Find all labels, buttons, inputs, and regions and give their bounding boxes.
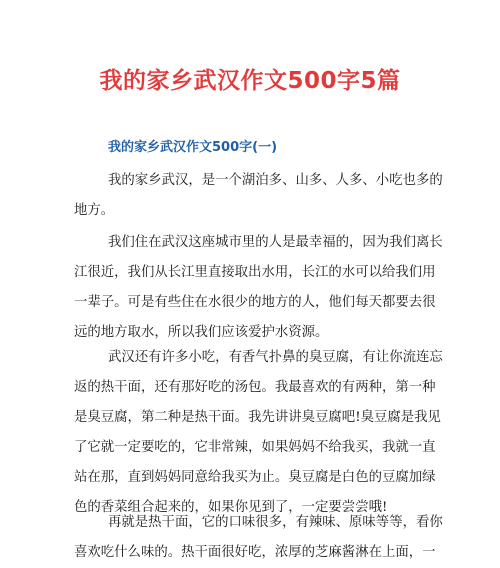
paragraph-line: 我的家乡武汉，是一个湖泊多、山多、人多、小吃也多的 — [108, 173, 443, 188]
paragraph-line: 远的地方取水，所以我们应该爱护水资源。 — [74, 325, 329, 340]
paragraph-line: 了它就一定要吃的，它非常辣，如果妈妈不给我买，我就一直 — [74, 440, 436, 455]
paragraph-3 — [74, 343, 443, 523]
section-heading: 我的家乡武汉作文500字(一) — [108, 140, 278, 155]
paragraph-line: 再就是热干面，它的口味很多，有辣味、原味等等，看你 — [108, 515, 443, 530]
paragraph-line: 站在那，直到妈妈同意给我买为止。臭豆腐是白色的豆腐加绿 — [74, 470, 436, 485]
paragraph-2 — [74, 228, 443, 348]
paragraph-line: 色的香菜组合起来的，如果你见到了，一定要尝尝哦! — [74, 500, 388, 515]
paragraph-line: 武汉还有许多小吃，有香气扑鼻的臭豆腐，有让你流连忘 — [108, 350, 443, 365]
paragraph-line: 我们住在武汉这座城市里的人是最幸福的，因为我们离长 — [108, 235, 443, 250]
paragraph-line: 返的热干面，还有那好吃的汤包。我最喜欢的有两种，第一种 — [74, 380, 436, 395]
paragraph-line: 地方。 — [74, 203, 115, 218]
paragraph-4 — [74, 508, 443, 568]
paragraph-line: 江很近，我们从长江里直接取出水用，长江的水可以给我们用 — [74, 265, 436, 280]
paragraph-line: 一辈子。可是有些住在水很少的地方的人，他们每天都要去很 — [74, 295, 436, 310]
paragraph-line: 是臭豆腐，第二种是热干面。我先讲讲臭豆腐吧!臭豆腐是我见 — [74, 410, 441, 425]
paragraph-line: 喜欢吃什么味的。热干面很好吃，浓厚的芝麻酱淋在上面，一 — [74, 545, 436, 560]
paragraph-1 — [74, 166, 443, 226]
document-title: 我的家乡武汉作文500字5篇 — [99, 68, 401, 94]
